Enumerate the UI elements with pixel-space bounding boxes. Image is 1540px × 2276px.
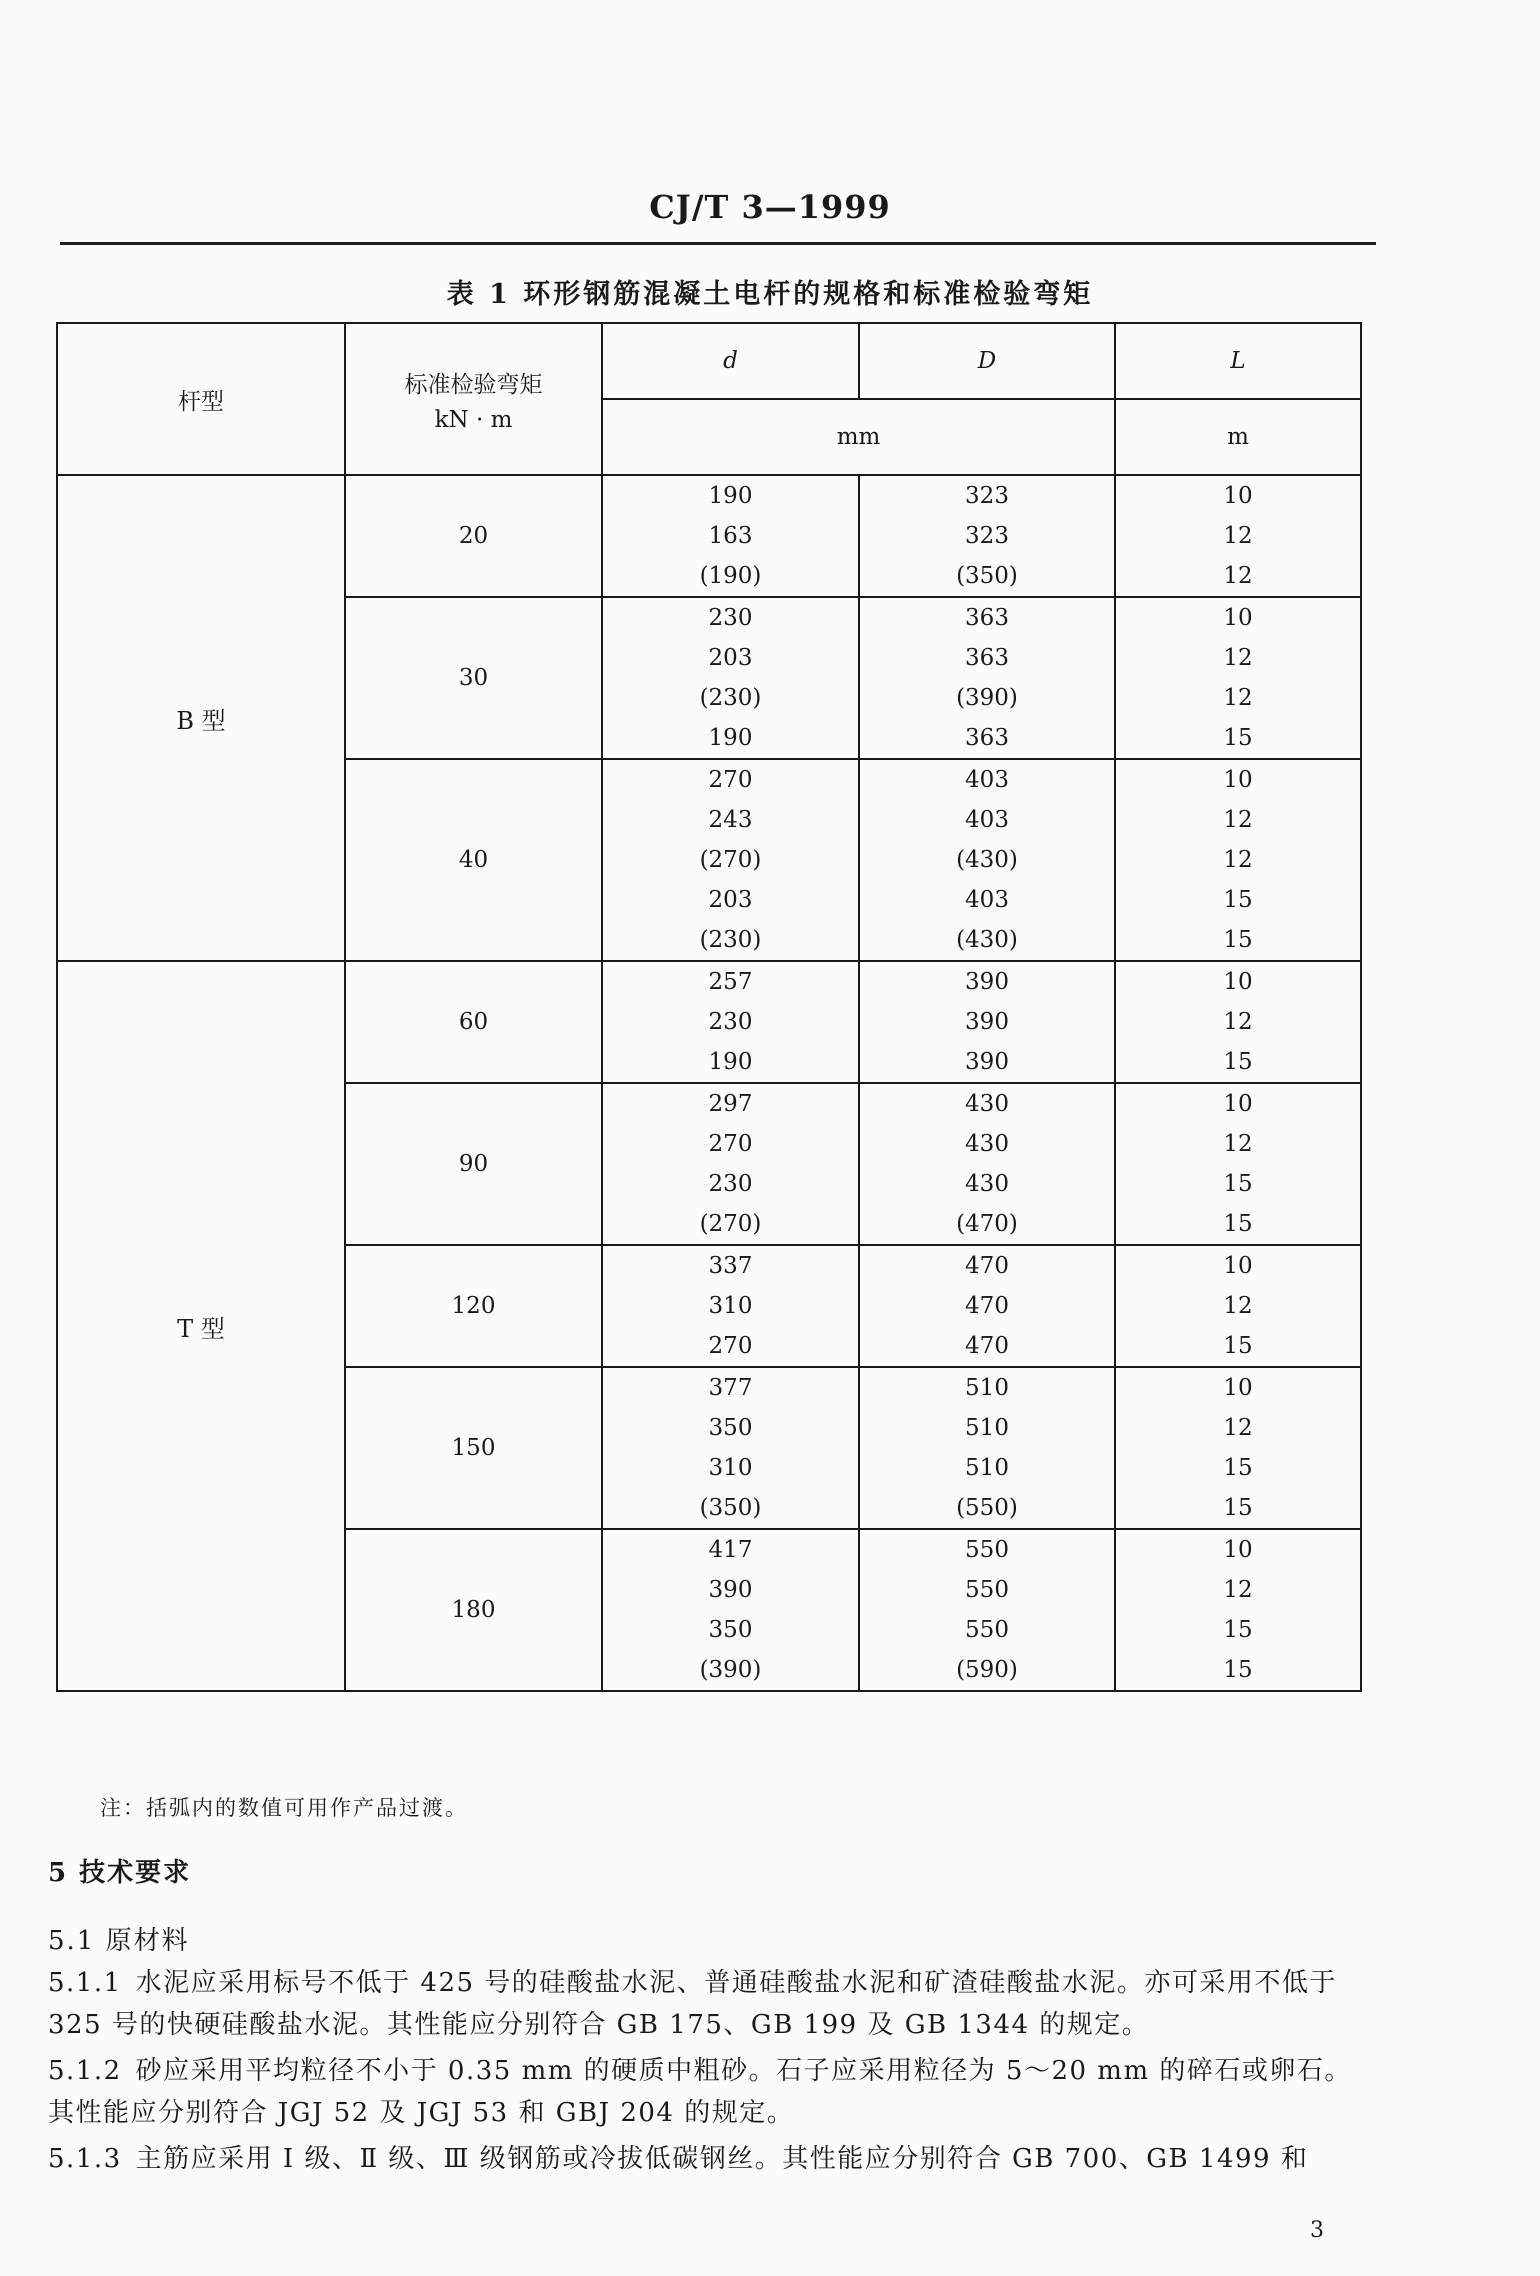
cell-value: 15 [1223, 1049, 1253, 1075]
cell-value: (190) [699, 563, 762, 589]
cell-value: 550 [965, 1537, 1009, 1563]
cell-value: 230 [708, 1009, 753, 1035]
cell-value: (230) [699, 685, 762, 711]
header-unit-m: m [1115, 399, 1361, 475]
cell-value: 15 [1223, 1455, 1253, 1481]
cell-value: 403 [965, 887, 1009, 913]
cell-value: 12 [1223, 807, 1253, 833]
paragraph-5-1-3 [48, 2138, 1368, 2180]
top-diameter-cell [602, 759, 859, 961]
cell-value: 15 [1223, 1333, 1253, 1359]
cell-value: 390 [965, 969, 1009, 995]
cell-value: 12 [1223, 1131, 1253, 1157]
cell-value: 403 [965, 807, 1009, 833]
paragraph-text: 砂应采用平均粒径不小于 0.35 mm 的硬质中粗砂。石子应采用粒径为 5～20 mm 的碎石或卵石。其性能应分别符合 JGJ 52 及 JGJ 53 和 GBJ 204 的规定。 [48, 2056, 1352, 2128]
cell-value: 363 [965, 645, 1009, 671]
cell-value: (590) [956, 1657, 1018, 1683]
cell-value: 15 [1223, 1657, 1253, 1683]
top-diameter-cell [602, 1529, 859, 1691]
cell-value: 403 [965, 767, 1009, 793]
table-caption: 表 1 环形钢筋混凝土电杆的规格和标准检验弯矩 [446, 279, 1094, 310]
pole-type-cell: T 型 [57, 961, 345, 1691]
cell-value: 470 [965, 1333, 1009, 1359]
cell-value: 430 [965, 1171, 1009, 1197]
cell-value: 190 [708, 725, 753, 751]
moment-cell: 60 [345, 961, 602, 1083]
table-note: 注：括弧内的数值可用作产品过渡。 [100, 1796, 468, 1820]
moment-cell: 180 [345, 1529, 602, 1691]
cell-value: 190 [708, 483, 753, 509]
cell-value: 310 [708, 1455, 753, 1481]
cell-value: 470 [965, 1253, 1009, 1279]
cell-value: (430) [956, 847, 1018, 873]
cell-value: (430) [956, 927, 1018, 953]
cell-value: 12 [1223, 563, 1253, 589]
top-diameter-cell [602, 597, 859, 759]
cell-value: 377 [708, 1375, 753, 1401]
cell-value: 363 [965, 605, 1009, 631]
cell-value: 430 [965, 1131, 1009, 1157]
header-moment-unit: kN · m [434, 406, 513, 433]
cell-value: (390) [699, 1657, 762, 1683]
page-header-code: CJ/T 3—1999 [649, 188, 891, 226]
outer-diameter-cell [859, 1367, 1115, 1529]
cell-value: 257 [708, 969, 753, 995]
cell-value: 350 [708, 1415, 753, 1441]
section-5-1-heading: 5.1 原材料 [48, 1926, 190, 1956]
cell-value: 270 [708, 767, 753, 793]
paragraph-text: 水泥应采用标号不低于 425 号的硅酸盐水泥、普通硅酸盐水泥和矿渣硅酸盐水泥。亦可采用不低于 325 号的快硬硅酸盐水泥。其性能应分别符合 GB 175、GB 199 及 GB 1344 的规定。 [48, 1968, 1337, 2040]
table-header-row [57, 323, 1361, 399]
cell-value: 550 [965, 1617, 1009, 1643]
page-number: 3 [1310, 2218, 1324, 2243]
header-moment [345, 323, 602, 475]
cell-value: 390 [965, 1009, 1009, 1035]
cell-value: 350 [708, 1617, 753, 1643]
cell-value: 10 [1223, 1537, 1253, 1563]
length-cell [1115, 475, 1361, 597]
paragraph-number: 5.1.1 [48, 1968, 122, 1998]
length-cell [1115, 1529, 1361, 1691]
cell-value: 12 [1223, 1293, 1253, 1319]
moment-cell: 20 [345, 475, 602, 597]
cell-value: 10 [1223, 1375, 1253, 1401]
paragraph-5-1-2 [48, 2050, 1368, 2134]
cell-value: 12 [1223, 847, 1253, 873]
section-5-heading: 5 技术要求 [48, 1858, 192, 1888]
cell-value: 323 [965, 523, 1009, 549]
cell-value: 337 [708, 1253, 753, 1279]
moment-cell: 40 [345, 759, 602, 961]
cell-value: 163 [708, 523, 753, 549]
cell-value: (470) [956, 1211, 1018, 1237]
paragraph-5-1-1 [48, 1962, 1368, 2046]
cell-value: 510 [965, 1415, 1009, 1441]
cell-value: 12 [1223, 523, 1253, 549]
cell-value: (550) [956, 1495, 1018, 1521]
table-row [57, 475, 1361, 597]
header-unit-mm: mm [602, 399, 1115, 475]
top-diameter-cell [602, 1367, 859, 1529]
cell-value: 15 [1223, 1211, 1253, 1237]
cell-value: 15 [1223, 887, 1253, 913]
paragraph-text: 主筋应采用 I 级、Ⅱ 级、Ⅲ 级钢筋或冷拔低碳钢丝。其性能应分别符合 GB 700、GB 1499 和 [135, 2144, 1309, 2174]
header-rule [60, 242, 1376, 245]
cell-value: (230) [699, 927, 762, 953]
cell-value: 12 [1223, 685, 1253, 711]
moment-cell: 30 [345, 597, 602, 759]
cell-value: 12 [1223, 1009, 1253, 1035]
cell-value: 270 [708, 1333, 753, 1359]
cell-value: (350) [956, 563, 1018, 589]
cell-value: 15 [1223, 1495, 1253, 1521]
cell-value: 10 [1223, 1091, 1253, 1117]
cell-value: 297 [708, 1091, 753, 1117]
header-L: L [1115, 323, 1361, 399]
outer-diameter-cell [859, 961, 1115, 1083]
outer-diameter-cell [859, 1529, 1115, 1691]
outer-diameter-cell [859, 475, 1115, 597]
cell-value: 15 [1223, 927, 1253, 953]
paragraph-number: 5.1.3 [48, 2144, 122, 2174]
top-diameter-cell [602, 961, 859, 1083]
header-moment-label: 标准检验弯矩 [404, 371, 543, 398]
spec-table [56, 322, 1362, 1692]
top-diameter-cell [602, 1245, 859, 1367]
moment-cell: 90 [345, 1083, 602, 1245]
cell-value: 390 [708, 1577, 753, 1603]
outer-diameter-cell [859, 597, 1115, 759]
cell-value: 510 [965, 1375, 1009, 1401]
cell-value: (270) [699, 847, 762, 873]
cell-value: 243 [708, 807, 753, 833]
cell-value: 12 [1223, 645, 1253, 671]
cell-value: 203 [708, 887, 753, 913]
cell-value: 230 [708, 605, 753, 631]
cell-value: 270 [708, 1131, 753, 1157]
paragraph-number: 5.1.2 [48, 2056, 122, 2086]
table-row [57, 961, 1361, 1083]
cell-value: 10 [1223, 605, 1253, 631]
length-cell [1115, 961, 1361, 1083]
cell-value: 390 [965, 1049, 1009, 1075]
cell-value: 12 [1223, 1415, 1253, 1441]
cell-value: 10 [1223, 969, 1253, 995]
cell-value: 230 [708, 1171, 753, 1197]
length-cell [1115, 1245, 1361, 1367]
length-cell [1115, 759, 1361, 961]
cell-value: 190 [708, 1049, 753, 1075]
cell-value: 470 [965, 1293, 1009, 1319]
header-d: d [602, 323, 859, 399]
length-cell [1115, 1367, 1361, 1529]
cell-value: 15 [1223, 725, 1253, 751]
cell-value: 550 [965, 1577, 1009, 1603]
cell-value: (350) [699, 1495, 762, 1521]
cell-value: 203 [708, 645, 753, 671]
cell-value: 417 [708, 1537, 753, 1563]
cell-value: 15 [1223, 1617, 1253, 1643]
cell-value: 15 [1223, 1171, 1253, 1197]
length-cell [1115, 597, 1361, 759]
top-diameter-cell [602, 1083, 859, 1245]
cell-value: 510 [965, 1455, 1009, 1481]
moment-cell: 150 [345, 1367, 602, 1529]
cell-value: 430 [965, 1091, 1009, 1117]
outer-diameter-cell [859, 759, 1115, 961]
pole-type-cell: B 型 [57, 475, 345, 961]
moment-cell: 120 [345, 1245, 602, 1367]
cell-value: 10 [1223, 483, 1253, 509]
header-D: D [859, 323, 1115, 399]
cell-value: 363 [965, 725, 1009, 751]
header-type: 杆型 [57, 323, 345, 475]
outer-diameter-cell [859, 1083, 1115, 1245]
cell-value: (390) [956, 685, 1018, 711]
cell-value: 310 [708, 1293, 753, 1319]
cell-value: 10 [1223, 1253, 1253, 1279]
cell-value: 323 [965, 483, 1009, 509]
cell-value: 12 [1223, 1577, 1253, 1603]
cell-value: (270) [699, 1211, 762, 1237]
top-diameter-cell [602, 475, 859, 597]
cell-value: 10 [1223, 767, 1253, 793]
length-cell [1115, 1083, 1361, 1245]
outer-diameter-cell [859, 1245, 1115, 1367]
